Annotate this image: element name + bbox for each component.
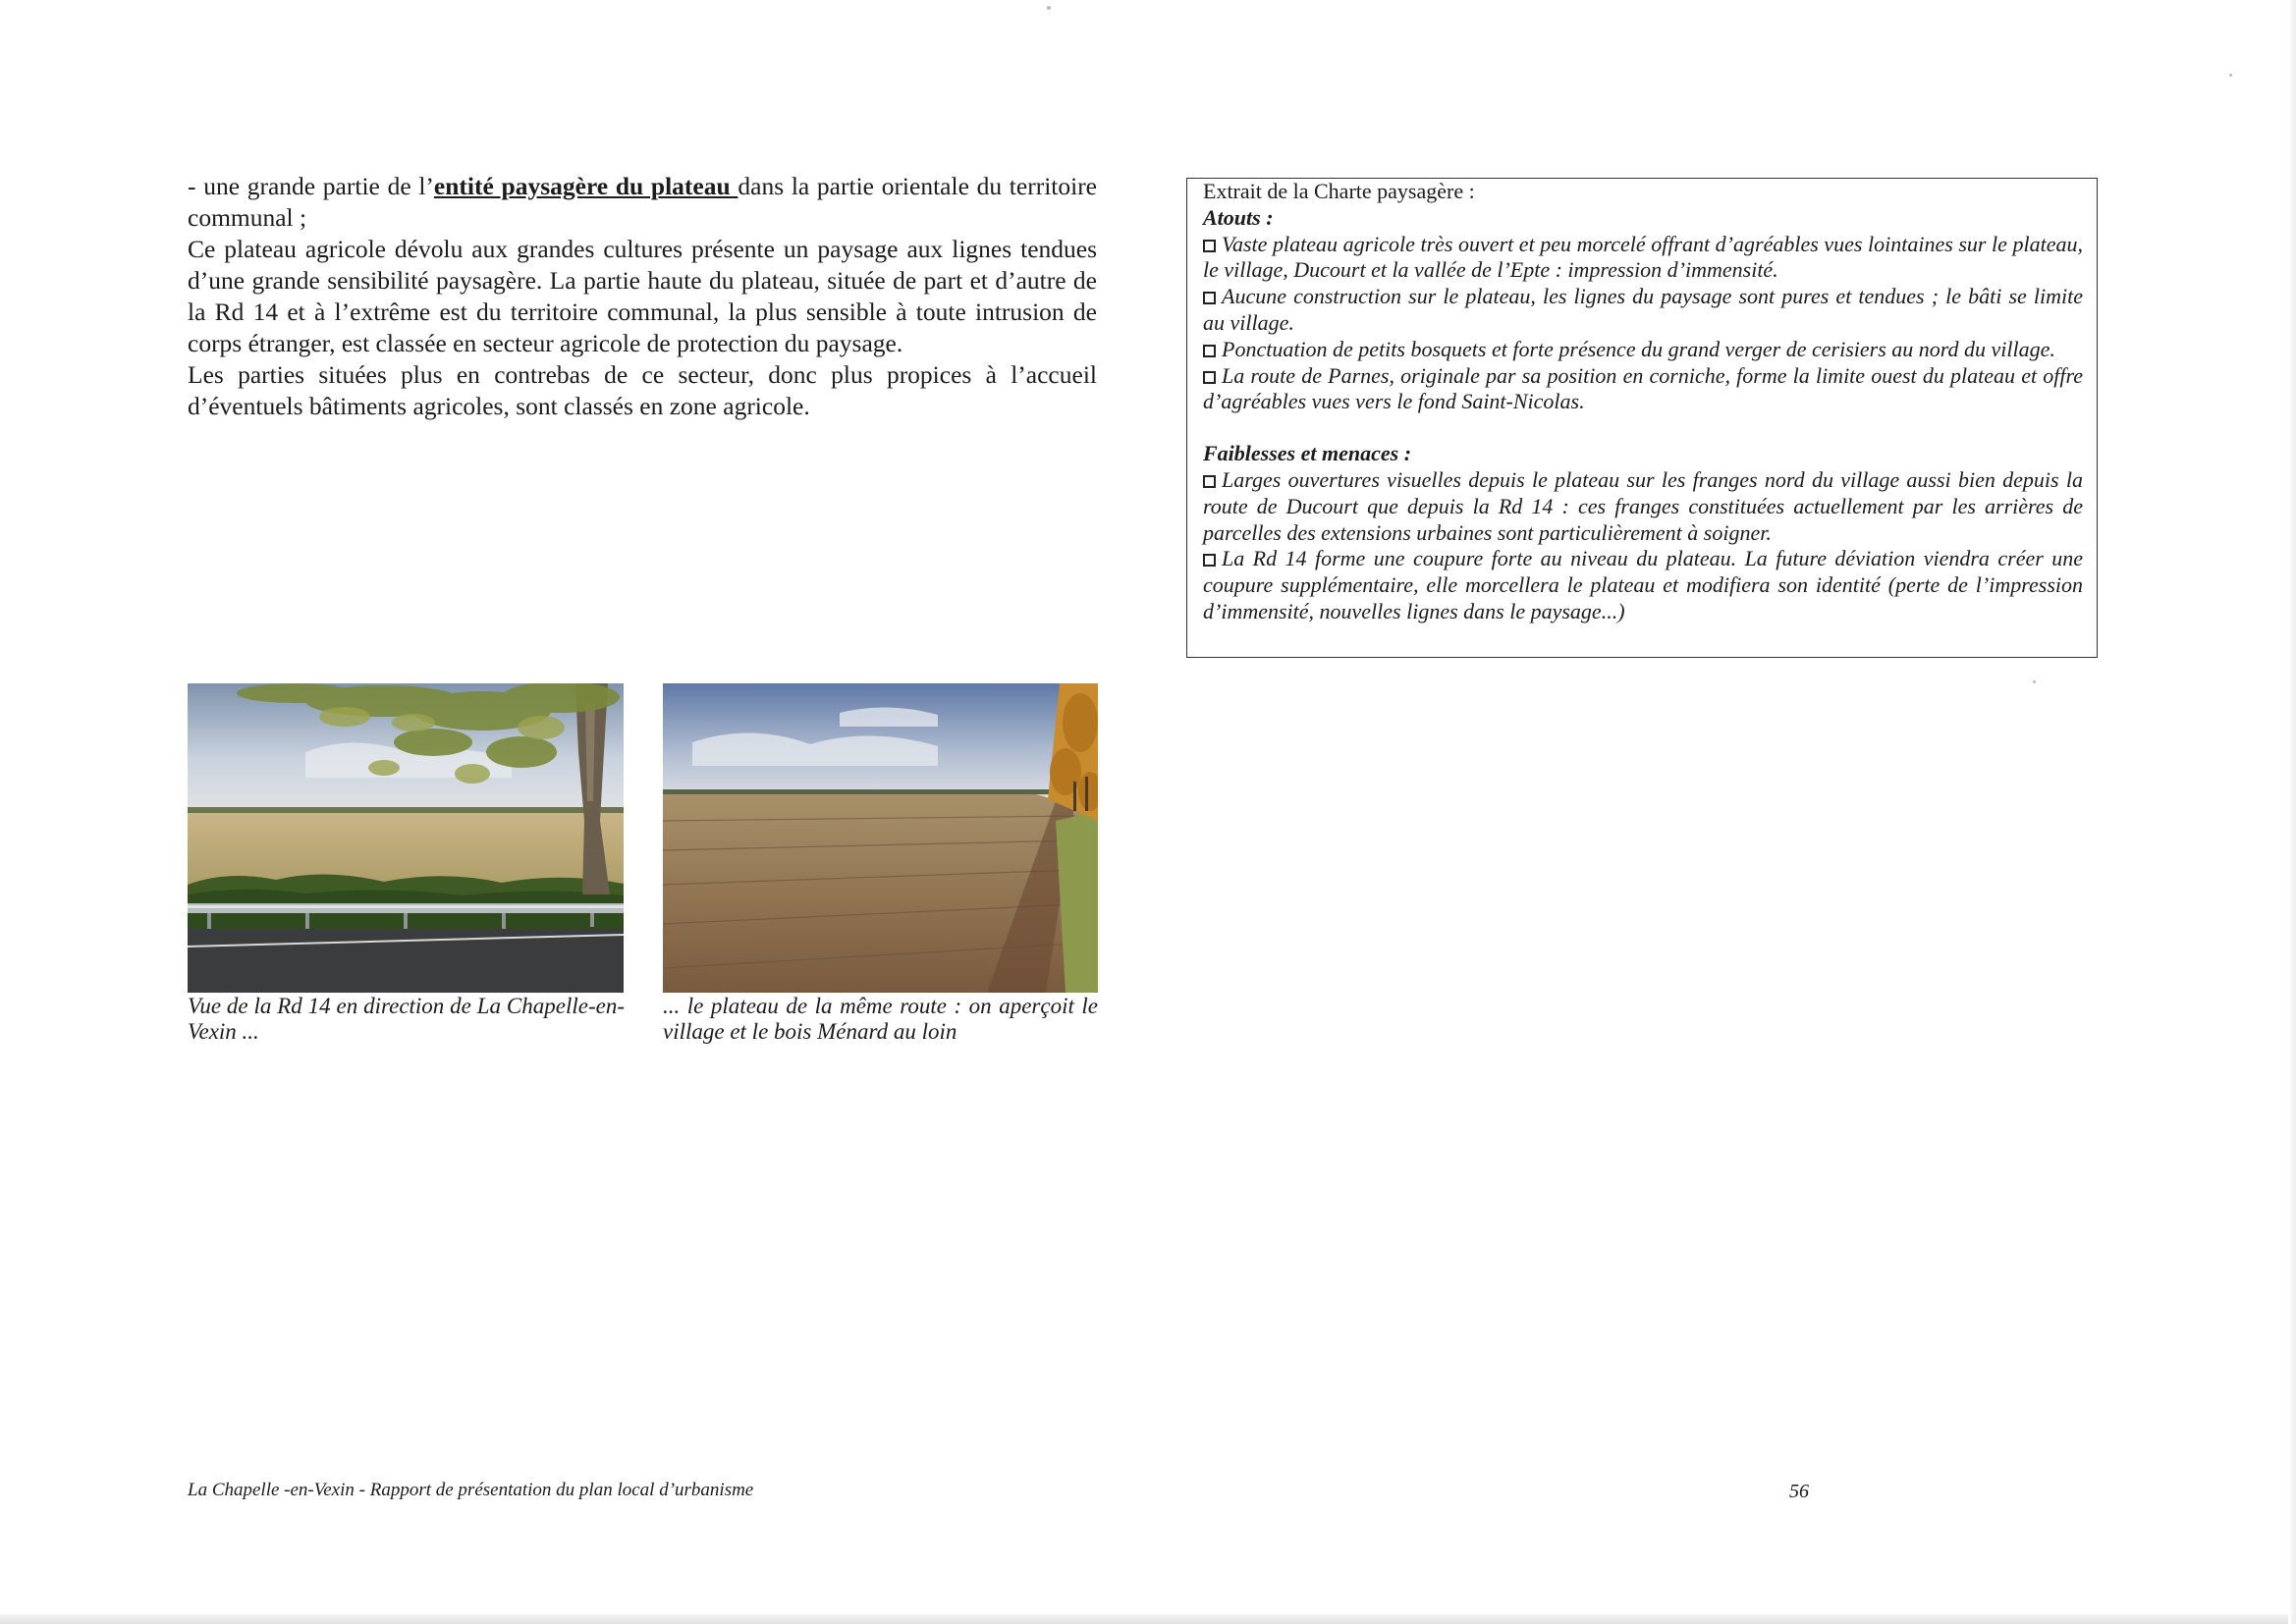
scan-speck [2033,680,2036,683]
scan-edge [0,1614,2296,1624]
paragraph-plateau: Ce plateau agricole dévolu aux grandes cultures présente un paysage aux lignes tendues d’une grande sensibilité paysagère. La partie haute du plateau, située de part et d’autre de la Rd 14 et à l’extrême est du territoire communal, la plus sensible à toute intrusion de corps étranger, est classée en secteur agricole de protection du paysage. [188,235,1097,357]
page-number: 56 [1789,1481,1809,1502]
footer-document-title: La Chapelle -en-Vexin - Rapport de présentation du plan local d’urbanisme [188,1480,754,1500]
photo-plateau-drawing [663,683,1098,993]
atout-item [1203,284,2083,337]
atout-text: La route de Parnes, originale par sa position en corniche, forme la limite ouest du plateau et offre d’agréables vues vers le fond Saint-Nicolas. [1203,362,2083,414]
faiblesse-text: Larges ouvertures visuelles depuis le plateau sur les franges nord du village aussi bien depuis la route de Ducourt que depuis la Rd 14 : ces franges constituées actuellement par les arrières de parcelles des extensions urbaines sont particulièrement à soigner. [1203,466,2083,545]
box-title: Extrait de la Charte paysagère : [1203,179,1475,203]
checkbox-icon [1203,554,1216,567]
paragraph-entite [188,171,1097,234]
text-run: - une grande partie de l’ [188,172,434,200]
checkbox-icon [1203,345,1216,357]
atout-item [1203,337,2083,363]
atouts-heading: Atouts : [1203,204,1274,230]
keyword-entite-paysagere: entité paysagère du plateau [433,172,738,200]
spacer [1203,415,2083,441]
faiblesses-heading: Faiblesses et menaces : [1203,441,1412,466]
scan-speck [2229,74,2232,77]
atout-text: Vaste plateau agricole très ouvert et peu morcelé offrant d’agréables vues lointaines sur le plateau, le village, Ducourt et la vallée de l’Epte : impression d’immensité. [1203,231,2083,283]
atout-item [1203,363,2083,416]
paragraph-zone-agricole: Les parties situées plus en contrebas de ce secteur, donc plus propices à l’accueil d’éventuels bâtiments agricoles, sont classés en zone agricole. [188,360,1097,420]
photo-caption: ... le plateau de la même route : on aperçoit le village et le bois Ménard au loin [663,994,1098,1044]
atout-item [1203,232,2083,285]
checkbox-icon [1203,371,1216,384]
photo-plateau-view [663,683,1098,993]
text-run: dans la partie orientale du territoire communal ; [188,172,1098,232]
scan-speck [1047,6,1051,10]
atout-text: Aucune construction sur le plateau, les lignes du paysage sont pures et tendues ; le bâti se limite au village. [1203,284,2083,335]
photo-rd14-drawing [188,683,624,993]
photo-caption: Vue de la Rd 14 en direction de La Chapelle-en-Vexin ... [188,994,625,1044]
checkbox-icon [1203,475,1216,488]
photo-rd14-view [188,683,624,993]
checkbox-icon [1203,292,1216,304]
faiblesse-text: La Rd 14 forme une coupure forte au niveau du plateau. La future déviation viendra créer une coupure supplémentaire, elle morcellera le plateau et modifiera son identité (perte de l’impression d’immensité, nouvelles lignes dans le paysage...) [1203,546,2083,623]
charte-extract-box [1186,178,2098,658]
checkbox-icon [1203,240,1216,252]
faiblesse-item [1203,546,2083,624]
atout-text: Ponctuation de petits bosquets et forte présence du grand verger de cerisiers au nord du village. [1222,336,2055,361]
body-text [188,171,1097,422]
scan-edge [2288,0,2296,1624]
faiblesse-item [1203,467,2083,546]
